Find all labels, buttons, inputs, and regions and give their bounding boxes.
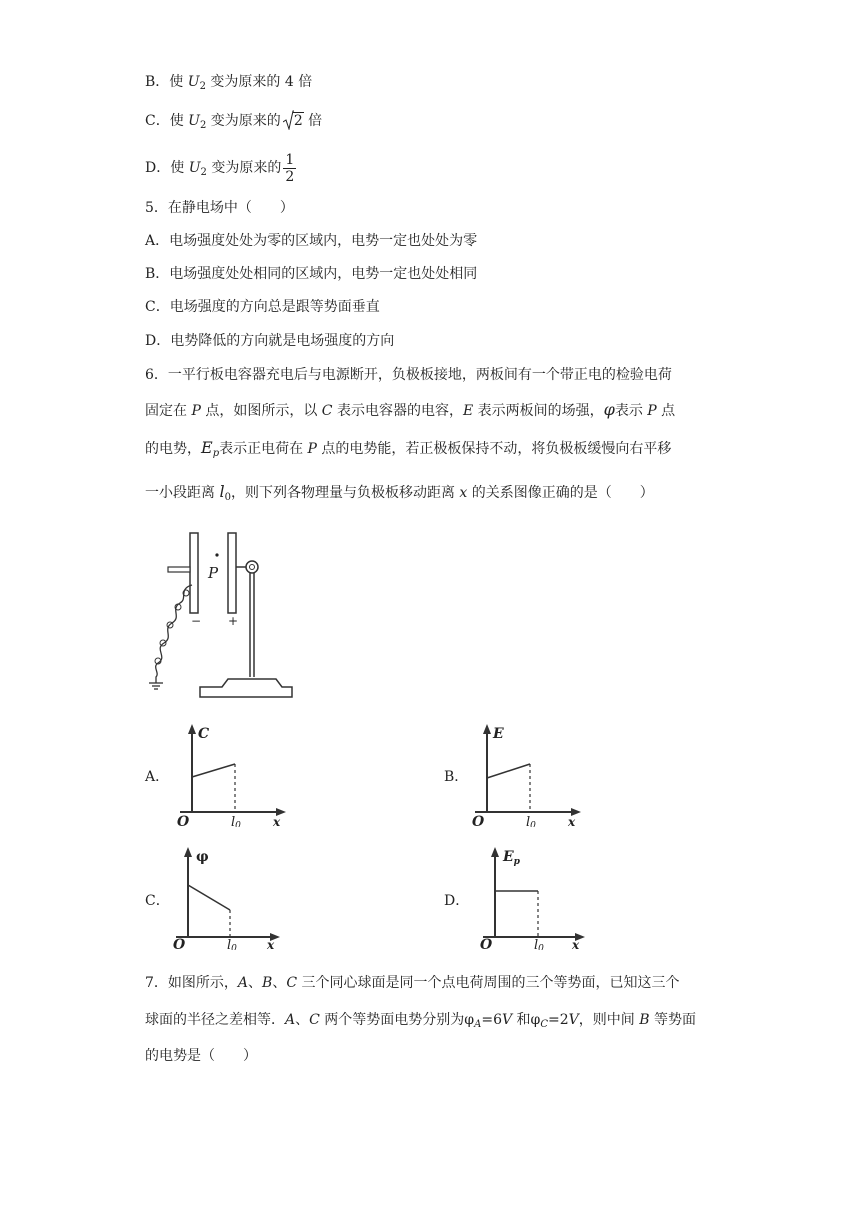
q7-line-1: 7．如图所示，A、B、C 三个同心球面是同一个点电荷周围的三个等势面，已知这三个 (145, 975, 680, 991)
label-minus: − (191, 614, 202, 628)
stand-base (200, 679, 292, 697)
svg-text:x: x (568, 815, 576, 827)
svg-text:O: O (472, 814, 485, 827)
svg-text:l0: l0 (534, 938, 544, 950)
q7-line-2: 球面的半径之差相等．A、C 两个等势面电势分别为$\varphi_A=6V$ 和$\varphi_C=2V$，则中间 B 等势面 (145, 1012, 696, 1030)
svg-text:Ep: $E_p$ (503, 849, 520, 867)
svg-text:φ: φ (196, 849, 209, 865)
svg-text:x: x (273, 815, 281, 827)
svg-text:l0: l0 (227, 938, 237, 950)
q4-option-c: C．使 $U_2$ 变为原来的 2 倍 (145, 113, 323, 131)
fraction: $\frac{1}{2}$ (285, 151, 295, 185)
svg-text:l0: l0 (526, 815, 536, 827)
label-p: P (208, 564, 219, 582)
q6-line-2: 固定在 P 点，如图所示，以 C 表示电容器的电容，E 表示两板间的场强，φ表示 P 点 (145, 400, 676, 419)
q6-option-c-label: C． (145, 893, 170, 909)
q7-line-3: 的电势是（ ） (145, 1048, 257, 1064)
svg-text:C: C (198, 726, 210, 742)
q6-graph-d (475, 845, 595, 950)
sqrt-symbol: 2 (283, 111, 304, 131)
q4-option-b: B．使 $U_2$ 变为原来的 4 倍 (145, 74, 313, 92)
point-p (215, 553, 218, 556)
q6-graph-a (172, 722, 292, 827)
q6-graph-b (467, 722, 587, 827)
q5-option-c: C．电场强度的方向总是跟等势面垂直 (145, 299, 380, 315)
negative-plate (190, 533, 198, 613)
capacitor-apparatus-figure (140, 525, 300, 705)
svg-text:x: x (572, 938, 580, 950)
q5-option-b: B．电场强度处处相同的区域内，电势一定也处处相同 (145, 266, 478, 282)
q6-graph-c (168, 845, 288, 950)
label-plus: + (228, 614, 239, 628)
positive-plate (228, 533, 236, 613)
ground-symbol (149, 683, 163, 689)
svg-text:l0: l0 (231, 815, 241, 827)
q5-option-a: A．电场强度处处为零的区域内，电势一定也处处为零 (145, 233, 478, 249)
clamp-ring (246, 561, 258, 573)
svg-text:O: O (177, 814, 190, 827)
q6-option-b-label: B． (444, 769, 469, 785)
q6-line-3: 的电势，$E_p$表示正电荷在 P 点的电势能，若正极板保持不动，将负极板缓慢向右平移 (145, 438, 672, 459)
ground-wire (156, 585, 192, 683)
plate-handle (168, 567, 190, 572)
svg-text:O: O (480, 937, 493, 950)
q5-stem: 5．在静电场中（ ） (145, 200, 294, 216)
svg-text:E: E (493, 726, 504, 742)
q4-option-d: D．使 $U_2$ 变为原来的 $\frac{1}{2}$ (145, 151, 295, 185)
q6-line-1: 6．一平行板电容器充电后与电源断开，负极板接地，两板间有一个带正电的检验电荷 (145, 367, 672, 383)
q6-option-d-label: D． (444, 893, 470, 909)
svg-text:O: O (173, 937, 186, 950)
q5-option-d: D．电势降低的方向就是电场强度的方向 (145, 333, 395, 349)
q6-line-4: 一小段距离 $l_0$，则下列各物理量与负极板移动距离 x 的关系图像正确的是（ ） (145, 482, 654, 503)
svg-text:x: x (267, 938, 275, 950)
q6-option-a-label: A． (145, 769, 170, 785)
